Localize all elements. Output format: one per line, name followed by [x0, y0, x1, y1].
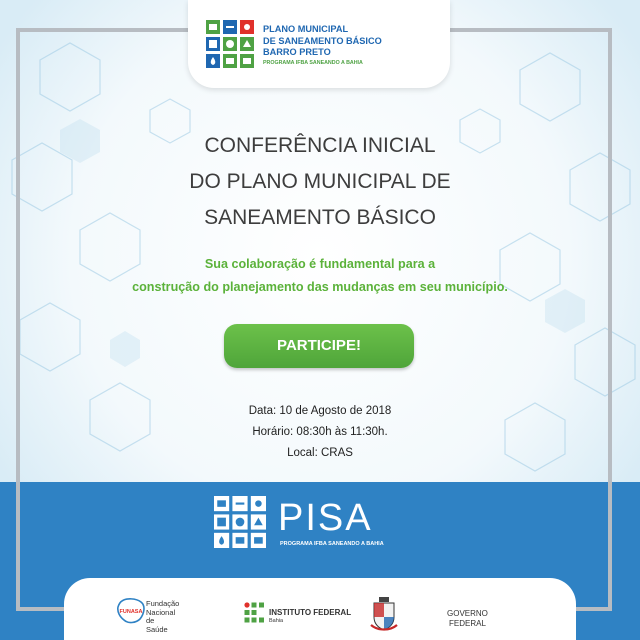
governo-line: FEDERAL	[449, 618, 486, 628]
event-location: Local: CRAS	[287, 447, 353, 459]
funasa-line: Saúde	[146, 624, 168, 634]
funasa-line: de	[146, 616, 155, 626]
ifbaiano-grid-icon	[244, 602, 266, 624]
participe-button[interactable]: PARTICIPE!	[224, 324, 414, 368]
title-line: SANEAMENTO BÁSICO	[204, 206, 436, 229]
funasa-badge: FUNASA	[119, 609, 143, 615]
header-logo-line: PLANO MUNICIPAL	[263, 24, 349, 34]
tagline	[80, 253, 560, 299]
tagline-line: construção do planejamento das mudanças em seu município.	[132, 280, 508, 294]
header-logo-line: BARRO PRETO	[263, 47, 331, 57]
brazil-map-icon	[116, 598, 146, 624]
ifbaiano-sub: Bahia	[269, 618, 284, 624]
event-date: Data: 10 de Agosto de 2018	[248, 405, 392, 417]
header-logo-subtitle: PROGRAMA IFBA SANEANDO A BAHIA	[263, 59, 363, 66]
funasa-line: Fundação	[146, 599, 180, 608]
pisa-logo	[214, 496, 434, 556]
header-logo-line: DE SANEAMENTO BÁSICO	[263, 35, 382, 46]
ifbaiano-name: INSTITUTO FEDERAL	[269, 608, 352, 617]
partner-logos	[64, 578, 576, 640]
sanitation-icon-grid	[214, 496, 266, 548]
governo-federal-logo	[447, 609, 488, 628]
title-line: DO PLANO MUNICIPAL DE	[189, 170, 451, 193]
pisa-slogan: PROGRAMA IFBA SANEANDO A BAHIA	[280, 541, 384, 547]
page-title	[120, 128, 520, 236]
event-details	[170, 401, 470, 464]
funasa-line: Nacional	[146, 607, 176, 617]
header-logo	[188, 0, 450, 88]
funasa-text	[146, 600, 179, 634]
pisa-wordmark: PISA	[278, 497, 373, 539]
sanitation-icon-grid	[206, 20, 254, 68]
title-line: CONFERÊNCIA INICIAL	[204, 134, 436, 157]
municipal-coat-of-arms	[370, 597, 398, 633]
event-time: Horário: 08:30h às 11:30h.	[252, 426, 388, 438]
header-logo-text	[263, 24, 382, 67]
tagline-line: Sua colaboração é fundamental para a	[204, 257, 436, 271]
governo-line: GOVERNO	[447, 609, 488, 618]
